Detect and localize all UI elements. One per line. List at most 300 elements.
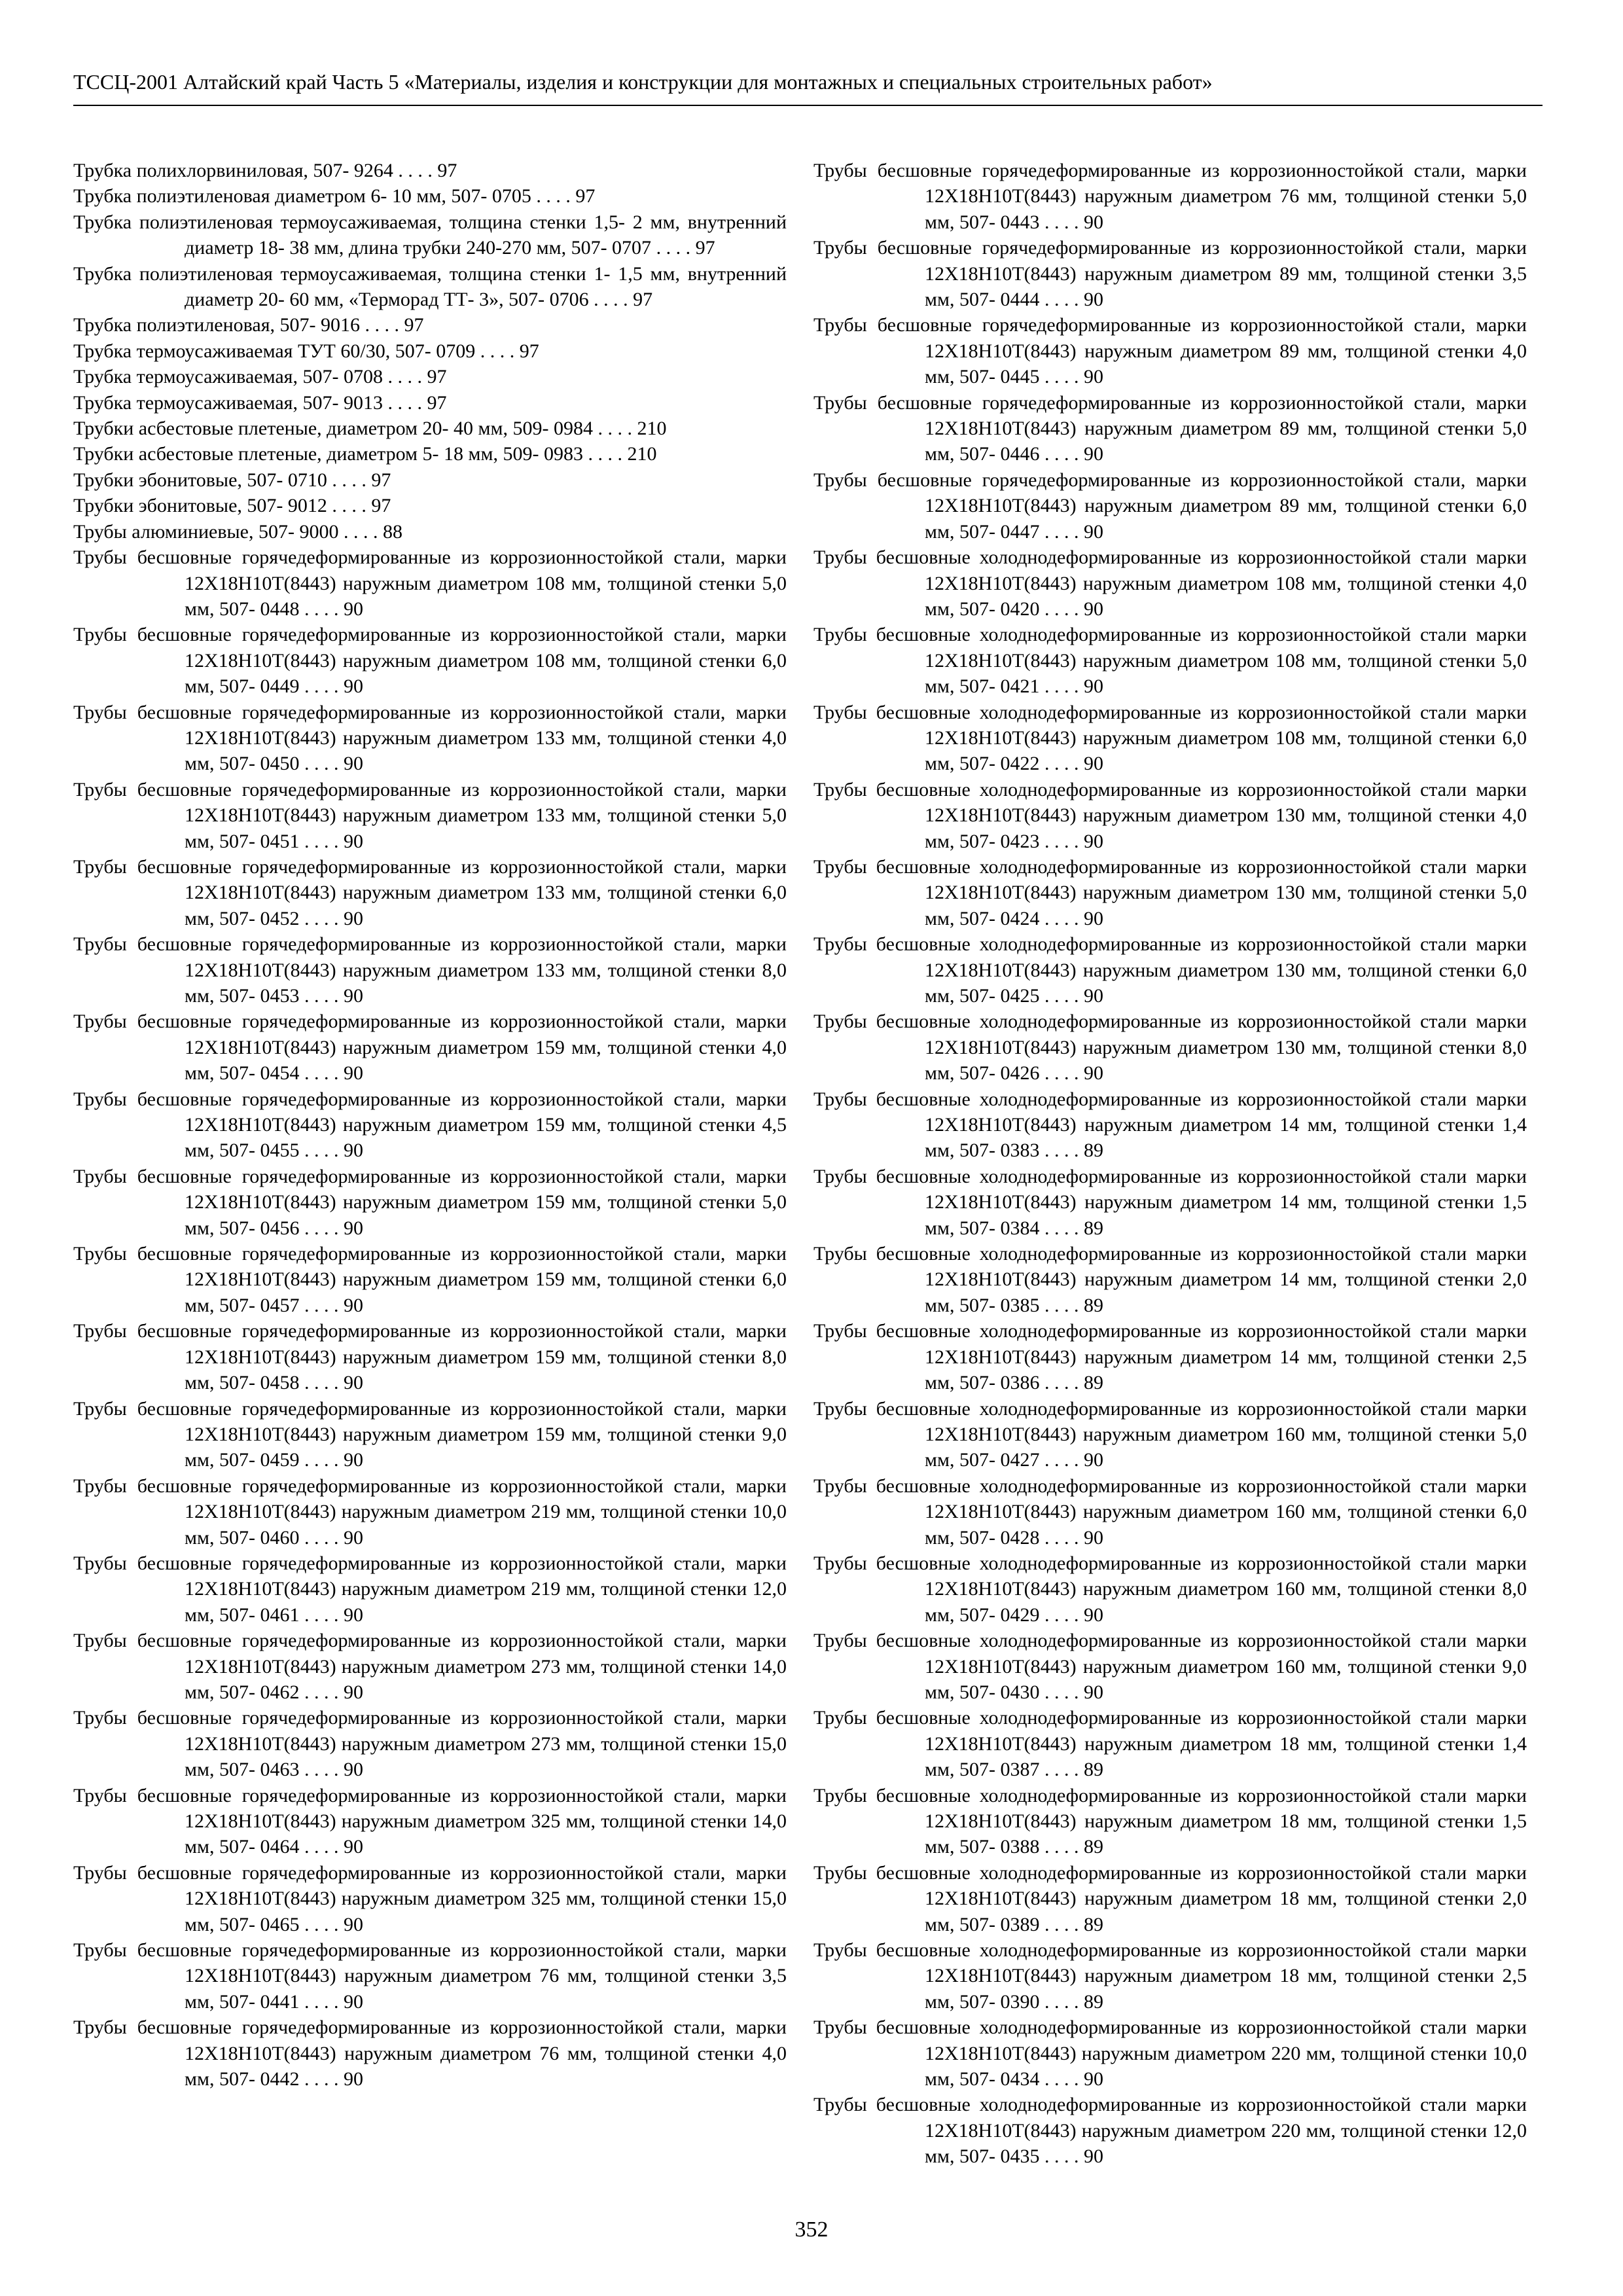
index-entry-page (1039, 211, 1103, 233)
index-entry-text: Трубы бесшовные горячедеформированные из коррозионностойкой стали, марки 12Х18Н10Т(8443) наружным диаметром 159 мм, толщиной стенки 4,0 мм, 507- 0454 (73, 1011, 787, 1085)
page-reference: 90 (343, 1913, 363, 1935)
index-entry-text: Трубы бесшовные холоднодеформированные из коррозионностойкой стали марки 12Х18Н10Т(8443) наружным диаметром 130 мм, толщиной стенки 6,0 мм, 507- 0425 (813, 933, 1527, 1007)
index-entry-page (1039, 1295, 1103, 1316)
index-entry-page (299, 1372, 363, 1393)
leader-dots: . . . . (1039, 1449, 1084, 1471)
leader-dots: . . . . (327, 495, 372, 517)
index-entry (813, 312, 1527, 389)
leader-dots: . . . . (1039, 520, 1084, 543)
index-entry (73, 1473, 787, 1551)
index-entry-text: Трубы бесшовные холоднодеформированные из коррозионностойкой стали марки 12Х18Н10Т(8443) наружным диаметром 108 мм, толщиной стенки 4,0 мм, 507- 0420 (813, 547, 1527, 620)
page-reference: 90 (343, 2068, 363, 2090)
page-reference: 90 (1083, 907, 1103, 929)
index-entry (813, 777, 1527, 854)
index-entry-page (299, 1449, 363, 1471)
index-entry (73, 1628, 787, 1705)
index-entry-page (299, 1062, 363, 1084)
index-entry-text: Трубы бесшовные холоднодеформированные из коррозионностойкой стали марки 12Х18Н10Т(8443) наружным диаметром 220 мм, толщиной стенки 12,0 мм, 507- 0435 (813, 2094, 1527, 2168)
index-entry (73, 441, 787, 467)
index-entry-page (1039, 2145, 1103, 2167)
page-reference: 97 (427, 366, 447, 388)
index-entry-page (1039, 1372, 1103, 1393)
index-entry (73, 158, 787, 183)
page-reference: 90 (1083, 753, 1103, 775)
index-entry-text: Трубы бесшовные горячедеформированные из коррозионностойкой стали, марки 12Х18Н10Т(8443) наружным диаметром 133 мм, толщиной стенки 5,0 мм, 507- 0451 (73, 778, 787, 852)
leader-dots: . . . . (299, 1759, 344, 1781)
page-reference: 90 (343, 1681, 363, 1703)
index-entry (813, 1860, 1527, 1937)
index-entry (813, 1783, 1527, 1860)
index-entry-page (1039, 1527, 1103, 1549)
index-entry-text: Трубы бесшовные горячедеформированные из коррозионностойкой стали, марки 12Х18Н10Т(8443) наружным диаметром 89 мм, толщиной стенки 6,0 мм, 507- 0447 (813, 469, 1527, 543)
page-reference: 90 (1083, 2068, 1103, 2090)
index-entry-page (1039, 753, 1103, 774)
page-reference: 90 (343, 1372, 363, 1394)
page-reference: 90 (343, 1759, 363, 1781)
index-entry-text: Трубы бесшовные холоднодеформированные из коррозионностойкой стали марки 12Х18Н10Т(8443) наружным диаметром 220 мм, толщиной стенки 10,0 мм, 507- 0434 (813, 2017, 1527, 2090)
leader-dots: . . . . (1039, 1217, 1084, 1239)
index-entry-page (1039, 985, 1103, 1007)
index-entry-page (383, 392, 447, 414)
index-entry (73, 2015, 787, 2092)
index-entry (813, 700, 1527, 777)
leader-dots: . . . . (299, 1062, 344, 1085)
index-entry (813, 1628, 1527, 1705)
index-entry-text: Трубы бесшовные горячедеформированные из коррозионностойкой стали, марки 12Х18Н10Т(8443) наружным диаметром 89 мм, толщиной стенки 4,0 мм, 507- 0445 (813, 314, 1527, 388)
page-header: ТССЦ-2001 Алтайский край Часть 5 «Материалы, изделия и конструкции для монтажных и специальных строительных работ» (73, 70, 1213, 94)
index-entry-text: Трубы бесшовные холоднодеформированные из коррозионностойкой стали марки 12Х18Н10Т(8443) наружным диаметром 130 мм, толщиной стенки 8,0 мм, 507- 0426 (813, 1011, 1527, 1085)
index-entry-page (1039, 1604, 1103, 1626)
index-entry-page (1039, 366, 1103, 387)
index-entry-page (360, 314, 424, 336)
page-reference: 90 (343, 1604, 363, 1626)
page-reference: 90 (1083, 520, 1103, 543)
page-reference: 90 (1083, 598, 1103, 620)
page-reference: 90 (1083, 211, 1103, 233)
page-reference: 90 (1083, 1681, 1103, 1703)
index-entry (813, 235, 1527, 312)
index-entry-text: Трубы бесшовные горячедеформированные из коррозионностойкой стали, марки 12Х18Н10Т(8443) наружным диаметром 76 мм, толщиной стенки 4,0 мм, 507- 0442 (73, 2017, 787, 2090)
page-reference: 90 (1083, 289, 1103, 311)
index-entry (813, 854, 1527, 931)
index-entry-text: Трубы бесшовные горячедеформированные из коррозионностойкой стали, марки 12Х18Н10Т(8443) наружным диаметром 325 мм, толщиной стенки 14,0 мм, 507- 0464 (73, 1784, 787, 1858)
index-entry (813, 1009, 1527, 1086)
leader-dots: . . . . (1039, 443, 1084, 465)
leader-dots: . . . . (1039, 1604, 1084, 1626)
leader-dots: . . . . (1039, 1139, 1084, 1162)
index-entry (73, 364, 787, 389)
index-column-left (73, 158, 787, 2092)
index-entry (73, 1705, 787, 1782)
page-reference: 97 (437, 160, 457, 181)
leader-dots: . . . . (299, 830, 344, 852)
index-entry (813, 1473, 1527, 1551)
page-reference: 90 (343, 985, 363, 1007)
index-column-right (813, 158, 1527, 2170)
index-entry-page (1039, 1062, 1103, 1084)
index-entry-text: Трубы бесшовные холоднодеформированные из коррозионностойкой стали марки 12Х18Н10Т(8443) наружным диаметром 14 мм, толщиной стенки 1,4 мм, 507- 0383 (813, 1088, 1527, 1162)
index-entry (813, 1705, 1527, 1782)
index-entry (73, 493, 787, 518)
index-entry (73, 700, 787, 777)
index-entry-text: Трубы бесшовные холоднодеформированные из коррозионностойкой стали марки 12Х18Н10Т(8443) наружным диаметром 14 мм, толщиной стенки 2,0 мм, 507- 0385 (813, 1243, 1527, 1316)
index-entry-page (1039, 1139, 1103, 1161)
page-reference: 90 (343, 1990, 363, 2013)
index-entry-text: Трубы алюминиевые, 507- 9000 (73, 520, 339, 543)
leader-dots: . . . . (1039, 1294, 1084, 1316)
index-entry-text: Трубы бесшовные горячедеформированные из коррозионностойкой стали, марки 12Х18Н10Т(8443) наружным диаметром 159 мм, толщиной стенки 4,5 мм, 507- 0455 (73, 1088, 787, 1162)
leader-dots: . . . . (588, 289, 633, 311)
index-entry-page (1039, 1914, 1103, 1935)
page-reference: 97 (695, 237, 715, 259)
index-entry-page (327, 469, 391, 491)
leader-dots: . . . . (1039, 1836, 1084, 1858)
index-entry-page (583, 443, 657, 465)
page-reference: 97 (371, 495, 391, 517)
page-reference: 97 (404, 314, 424, 336)
index-entry-text: Трубы бесшовные горячедеформированные из коррозионностойкой стали, марки 12Х18Н10Т(8443) наружным диаметром 159 мм, толщиной стенки 5,0 мм, 507- 0456 (73, 1165, 787, 1239)
leader-dots: . . . . (338, 520, 383, 543)
index-entry-text: Трубы бесшовные холоднодеформированные из коррозионностойкой стали марки 12Х18Н10Т(8443) наружным диаметром 14 мм, толщиной стенки 2,5 мм, 507- 0386 (813, 1320, 1527, 1394)
index-entry-text: Трубы бесшовные горячедеформированные из коррозионностойкой стали, марки 12Х18Н10Т(8443) наружным диаметром 89 мм, толщиной стенки 3,5 мм, 507- 0444 (813, 237, 1527, 311)
index-entry-text: Трубы бесшовные холоднодеформированные из коррозионностойкой стали марки 12Х18Н10Т(8443) наружным диаметром 18 мм, толщиной стенки 2,0 мм, 507- 0389 (813, 1861, 1527, 1935)
index-entry (813, 390, 1527, 467)
index-entry-text: Трубы бесшовные холоднодеформированные из коррозионностойкой стали марки 12Х18Н10Т(8443) наружным диаметром 18 мм, толщиной стенки 2,5 мм, 507- 0390 (813, 1939, 1527, 2013)
index-entry-text: Трубы бесшовные холоднодеформированные из коррозионностойкой стали марки 12Х18Н10Т(8443) наружным диаметром 130 мм, толщиной стенки 5,0 мм, 507- 0424 (813, 855, 1527, 929)
leader-dots: . . . . (1039, 366, 1084, 388)
page-reference: 90 (1083, 985, 1103, 1007)
index-entry-page (1039, 1217, 1103, 1239)
page-reference: 97 (633, 289, 653, 311)
index-entry-text: Трубы бесшовные горячедеформированные из коррозионностойкой стали, марки 12Х18Н10Т(8443) наружным диаметром 89 мм, толщиной стенки 5,0 мм, 507- 0446 (813, 391, 1527, 465)
index-entry-text: Трубка термоусаживаемая ТУТ 60/30, 507- 0709 (73, 340, 476, 362)
index-entry (813, 1164, 1527, 1241)
index-entry-text: Трубы бесшовные горячедеформированные из коррозионностойкой стали, марки 12Х18Н10Т(8443) наружным диаметром 159 мм, толщиной стенки 6,0 мм, 507- 0457 (73, 1243, 787, 1316)
page-reference: 90 (1083, 1062, 1103, 1085)
leader-dots: . . . . (1039, 211, 1084, 233)
index-entry (73, 416, 787, 441)
page-reference: 90 (1083, 1604, 1103, 1626)
index-entry (813, 467, 1527, 545)
leader-dots: . . . . (299, 675, 344, 698)
page-reference: 90 (343, 598, 363, 620)
leader-dots: . . . . (299, 598, 344, 620)
index-entry (813, 931, 1527, 1009)
index-entry-text: Трубы бесшовные горячедеформированные из коррозионностойкой стали, марки 12Х18Н10Т(8443) наружным диаметром 273 мм, толщиной стенки 15,0 мм, 507- 0463 (73, 1707, 787, 1781)
index-entry-text: Трубы бесшовные холоднодеформированные из коррозионностойкой стали марки 12Х18Н10Т(8443) наружным диаметром 160 мм, толщиной стенки 6,0 мм, 507- 0428 (813, 1475, 1527, 1549)
index-entry (813, 1396, 1527, 1473)
leader-dots: . . . . (1039, 907, 1084, 929)
index-entry-page (299, 1527, 363, 1549)
page-reference: 90 (343, 1294, 363, 1316)
index-entry-text: Трубка термоусаживаемая, 507- 0708 (73, 366, 383, 388)
page-reference: 90 (343, 753, 363, 775)
leader-dots: . . . . (1039, 1062, 1084, 1085)
leader-dots: . . . . (651, 237, 696, 259)
index-entry-page (299, 1836, 363, 1857)
index-entry (813, 1318, 1527, 1395)
leader-dots: . . . . (1039, 830, 1084, 852)
leader-dots: . . . . (299, 1913, 344, 1935)
index-entry-text: Трубы бесшовные горячедеформированные из коррозионностойкой стали, марки 12Х18Н10Т(8443) наружным диаметром 159 мм, толщиной стенки 8,0 мм, 507- 0458 (73, 1320, 787, 1394)
index-entry-text: Трубы бесшовные холоднодеформированные из коррозионностойкой стали марки 12Х18Н10Т(8443) наружным диаметром 18 мм, толщиной стенки 1,5 мм, 507- 0388 (813, 1784, 1527, 1858)
index-entry (813, 2092, 1527, 2169)
index-entry-page (299, 985, 363, 1007)
index-entry-text: Трубка полихлорвиниловая, 507- 9264 (73, 160, 393, 181)
index-entry-text: Трубы бесшовные горячедеформированные из коррозионностойкой стали, марки 12Х18Н10Т(8443) наружным диаметром 273 мм, толщиной стенки 14,0 мм, 507- 0462 (73, 1630, 787, 1703)
leader-dots: . . . . (299, 753, 344, 775)
index-entry (73, 622, 787, 699)
index-entry-text: Трубки эбонитовые, 507- 0710 (73, 469, 327, 491)
leader-dots: . . . . (299, 1449, 344, 1471)
index-entry (73, 1937, 787, 2015)
index-entry-text: Трубы бесшовные горячедеформированные из коррозионностойкой стали, марки 12Х18Н10Т(8443) наружным диаметром 133 мм, толщиной стенки 8,0 мм, 507- 0453 (73, 933, 787, 1007)
index-entry-page (299, 1139, 363, 1161)
index-entry-text: Трубы бесшовные холоднодеформированные из коррозионностойкой стали марки 12Х18Н10Т(8443) наружным диаметром 18 мм, толщиной стенки 1,4 мм, 507- 0387 (813, 1707, 1527, 1781)
index-entry-page (1039, 289, 1103, 310)
leader-dots: . . . . (1039, 1372, 1084, 1394)
index-entry-text: Трубки асбестовые плетеные, диаметром 20- 40 мм, 509- 0984 (73, 418, 593, 440)
index-entry (73, 467, 787, 493)
index-entry-text: Трубы бесшовные холоднодеформированные из коррозионностойкой стали марки 12Х18Н10Т(8443) наружным диаметром 160 мм, толщиной стенки 5,0 мм, 507- 0427 (813, 1397, 1527, 1471)
index-entry-page (383, 366, 447, 387)
index-entry-page (299, 598, 363, 620)
page-reference: 90 (343, 1836, 363, 1858)
page-reference: 89 (1083, 1836, 1103, 1858)
index-entry (73, 209, 787, 261)
index-entry (73, 1086, 787, 1164)
page-reference: 97 (575, 185, 596, 207)
index-entry-page (393, 160, 457, 181)
page-reference: 97 (519, 340, 539, 362)
leader-dots: . . . . (360, 314, 404, 336)
index-entry-page (1039, 1681, 1103, 1703)
index-entry-text: Трубы бесшовные горячедеформированные из коррозионностойкой стали, марки 12Х18Н10Т(8443) наружным диаметром 219 мм, толщиной стенки 10,0 мм, 507- 0460 (73, 1475, 787, 1549)
leader-dots: . . . . (1039, 2068, 1084, 2090)
leader-dots: . . . . (327, 469, 372, 491)
index-entry-page (1039, 1449, 1103, 1471)
index-entry-text: Трубка полиэтиленовая диаметром 6- 10 мм, 507- 0705 (73, 185, 531, 207)
index-entry (73, 545, 787, 622)
index-entry-page (299, 1604, 363, 1626)
page-reference: 89 (1083, 1217, 1103, 1239)
index-entry (73, 1164, 787, 1241)
leader-dots: . . . . (592, 418, 637, 440)
index-entry-text: Трубы бесшовные горячедеформированные из коррозионностойкой стали, марки 12Х18Н10Т(8443) наружным диаметром 159 мм, толщиной стенки 9,0 мм, 507- 0459 (73, 1397, 787, 1471)
index-entry (813, 2015, 1527, 2092)
index-entry-text: Трубы бесшовные горячедеформированные из коррозионностойкой стали, марки 12Х18Н10Т(8443) наружным диаметром 219 мм, толщиной стенки 12,0 мм, 507- 0461 (73, 1552, 787, 1626)
index-entry-text: Трубы бесшовные горячедеформированные из коррозионностойкой стали, марки 12Х18Н10Т(8443) наружным диаметром 325 мм, толщиной стенки 15,0 мм, 507- 0465 (73, 1861, 787, 1935)
page-reference: 90 (1083, 830, 1103, 852)
page-reference: 90 (1083, 2145, 1103, 2168)
page-reference: 89 (1083, 1990, 1103, 2013)
index-entry-page (1039, 443, 1103, 465)
index-entry-page (327, 495, 391, 516)
page-reference: 90 (1083, 366, 1103, 388)
index-entry-text: Трубки асбестовые плетеные, диаметром 5- 18 мм, 509- 0983 (73, 443, 583, 465)
index-entry-page (589, 289, 653, 310)
leader-dots: . . . . (582, 443, 628, 465)
leader-dots: . . . . (1039, 289, 1084, 311)
index-entry-page (299, 675, 363, 697)
index-entry (813, 1086, 1527, 1164)
index-entry-text: Трубы бесшовные горячедеформированные из коррозионностойкой стали, марки 12Х18Н10Т(8443) наружным диаметром 108 мм, толщиной стенки 6,0 мм, 507- 0449 (73, 624, 787, 698)
index-entry (813, 158, 1527, 235)
index-entry (73, 1551, 787, 1628)
index-entry (73, 261, 787, 313)
leader-dots: . . . . (299, 1217, 344, 1239)
index-entry-page (1039, 521, 1103, 543)
index-entry-text: Трубы бесшовные холоднодеформированные из коррозионностойкой стали марки 12Х18Н10Т(8443) наружным диаметром 160 мм, толщиной стенки 9,0 мм, 507- 0430 (813, 1630, 1527, 1703)
page-reference: 97 (427, 391, 447, 414)
page-reference: 210 (627, 443, 657, 465)
leader-dots: . . . . (1039, 985, 1084, 1007)
index-entry-page (299, 1295, 363, 1316)
leader-dots: . . . . (1039, 598, 1084, 620)
index-entry-page (299, 753, 363, 774)
index-entry-text: Трубы бесшовные горячедеформированные из коррозионностойкой стали, марки 12Х18Н10Т(8443) наружным диаметром 76 мм, толщиной стенки 5,0 мм, 507- 0443 (813, 160, 1527, 233)
index-entry-page (475, 340, 539, 362)
page-reference: 90 (1083, 675, 1103, 698)
leader-dots: . . . . (382, 391, 427, 414)
index-entry-page (1039, 675, 1103, 697)
leader-dots: . . . . (299, 1526, 344, 1549)
index-entry-page (299, 831, 363, 852)
page-reference: 90 (343, 1062, 363, 1085)
page-reference: 90 (343, 1217, 363, 1239)
leader-dots: . . . . (299, 1990, 344, 2013)
index-entry-page (299, 1681, 363, 1703)
index-entry-page (1039, 1991, 1103, 2013)
index-entry-page (299, 2068, 363, 2090)
leader-dots: . . . . (1039, 675, 1084, 698)
index-entry-text: Трубка полиэтиленовая термоусаживаемая, толщина стенки 1,5- 2 мм, внутренний диаметр 18- 38 мм, длина трубки 240-270 мм, 507- 0707 (73, 211, 787, 259)
index-entry (73, 1860, 787, 1937)
page-reference: 88 (382, 520, 402, 543)
index-entry (73, 1009, 787, 1086)
page-reference: 90 (1083, 1526, 1103, 1549)
page-reference: 210 (637, 418, 667, 440)
index-entry-text: Трубы бесшовные холоднодеформированные из коррозионностойкой стали марки 12Х18Н10Т(8443) наружным диаметром 160 мм, толщиной стенки 8,0 мм, 507- 0429 (813, 1552, 1527, 1626)
leader-dots: . . . . (1039, 1759, 1084, 1781)
leader-dots: . . . . (393, 160, 438, 181)
index-entry (73, 338, 787, 364)
leader-dots: . . . . (1039, 2145, 1084, 2168)
index-entry (73, 1783, 787, 1860)
page-reference: 90 (343, 907, 363, 929)
leader-dots: . . . . (1039, 1990, 1084, 2013)
index-entry-text: Трубы бесшовные горячедеформированные из коррозионностойкой стали, марки 12Х18Н10Т(8443) наружным диаметром 108 мм, толщиной стенки 5,0 мм, 507- 0448 (73, 547, 787, 620)
index-entry-page (1039, 831, 1103, 852)
index-entry-page (1039, 2068, 1103, 2090)
page-reference: 90 (343, 830, 363, 852)
index-entry-page (1039, 908, 1103, 929)
leader-dots: . . . . (299, 1139, 344, 1162)
page-reference: 90 (343, 1139, 363, 1162)
index-entry (73, 777, 787, 854)
index-entry (73, 1318, 787, 1395)
leader-dots: . . . . (299, 1294, 344, 1316)
index-entry-page (593, 418, 667, 439)
index-entry (813, 1241, 1527, 1318)
index-entry-page (299, 1914, 363, 1935)
page-reference: 89 (1083, 1139, 1103, 1162)
leader-dots: . . . . (1039, 1913, 1084, 1935)
index-entry (73, 519, 787, 545)
index-entry (73, 1241, 787, 1318)
index-entry-page (531, 185, 596, 207)
index-entry (73, 1396, 787, 1473)
page-reference: 90 (1083, 1449, 1103, 1471)
page-reference: 89 (1083, 1294, 1103, 1316)
index-entry-text: Трубки эбонитовые, 507- 9012 (73, 495, 327, 517)
leader-dots: . . . . (475, 340, 520, 362)
index-entry-page (1039, 1836, 1103, 1857)
index-entry-text: Трубы бесшовные холоднодеформированные из коррозионностойкой стали марки 12Х18Н10Т(8443) наружным диаметром 108 мм, толщиной стенки 5,0 мм, 507- 0421 (813, 624, 1527, 698)
index-entry-page (1039, 1759, 1103, 1780)
index-entry (813, 545, 1527, 622)
leader-dots: . . . . (299, 1836, 344, 1858)
index-entry (813, 1937, 1527, 2015)
leader-dots: . . . . (299, 2068, 344, 2090)
page-reference: 97 (371, 469, 391, 491)
page-reference: 90 (343, 675, 363, 698)
index-entry-page (299, 1991, 363, 2013)
leader-dots: . . . . (1039, 1681, 1084, 1703)
leader-dots: . . . . (299, 1372, 344, 1394)
leader-dots: . . . . (299, 985, 344, 1007)
index-entry-text: Трубка полиэтиленовая, 507- 9016 (73, 314, 361, 336)
index-entry (73, 854, 787, 931)
index-entry (813, 622, 1527, 699)
index-entry-page (299, 1759, 363, 1780)
page-reference: 90 (343, 1526, 363, 1549)
leader-dots: . . . . (1039, 1526, 1084, 1549)
index-entry-text: Трубка термоусаживаемая, 507- 9013 (73, 391, 383, 414)
index-entry-text: Трубы бесшовные горячедеформированные из коррозионностойкой стали, марки 12Х18Н10Т(8443) наружным диаметром 133 мм, толщиной стенки 4,0 мм, 507- 0450 (73, 701, 787, 775)
page-reference: 89 (1083, 1913, 1103, 1935)
leader-dots: . . . . (299, 1604, 344, 1626)
index-entry-text: Трубы бесшовные горячедеформированные из коррозионностойкой стали, марки 12Х18Н10Т(8443) наружным диаметром 133 мм, толщиной стенки 6,0 мм, 507- 0452 (73, 855, 787, 929)
index-entry (73, 931, 787, 1009)
page-reference: 89 (1083, 1372, 1103, 1394)
index-entry-text: Трубы бесшовные холоднодеформированные из коррозионностойкой стали марки 12Х18Н10Т(8443) наружным диаметром 14 мм, толщиной стенки 1,5 мм, 507- 0384 (813, 1165, 1527, 1239)
index-entry (73, 390, 787, 416)
index-entry-page (1039, 598, 1103, 620)
index-entry-page (299, 1217, 363, 1239)
index-entry-text: Трубка полиэтиленовая термоусаживаемая, толщина стенки 1- 1,5 мм, внутренний диаметр 20- 60 мм, «Терморад ТТ- 3», 507- 0706 (73, 262, 787, 311)
page-number: 352 (794, 2217, 829, 2242)
leader-dots: . . . . (299, 907, 344, 929)
header-rule (73, 105, 1543, 106)
index-entry-text: Трубы бесшовные холоднодеформированные из коррозионностойкой стали марки 12Х18Н10Т(8443) наружным диаметром 130 мм, толщиной стенки 4,0 мм, 507- 0423 (813, 778, 1527, 852)
index-entry-text: Трубы бесшовные горячедеформированные из коррозионностойкой стали, марки 12Х18Н10Т(8443) наружным диаметром 76 мм, толщиной стенки 3,5 мм, 507- 0441 (73, 1939, 787, 2013)
page-reference: 89 (1083, 1759, 1103, 1781)
leader-dots: . . . . (531, 185, 576, 207)
index-entry (813, 1551, 1527, 1628)
index-entry-page (651, 237, 715, 259)
page-reference: 90 (1083, 443, 1103, 465)
leader-dots: . . . . (1039, 753, 1084, 775)
index-entry-page (338, 521, 402, 543)
index-entry-text: Трубы бесшовные холоднодеформированные из коррозионностойкой стали марки 12Х18Н10Т(8443) наружным диаметром 108 мм, толщиной стенки 6,0 мм, 507- 0422 (813, 701, 1527, 775)
index-entry (73, 312, 787, 338)
leader-dots: . . . . (299, 1681, 344, 1703)
index-entry (73, 183, 787, 209)
leader-dots: . . . . (382, 366, 427, 388)
page-reference: 90 (343, 1449, 363, 1471)
index-entry-page (299, 908, 363, 929)
